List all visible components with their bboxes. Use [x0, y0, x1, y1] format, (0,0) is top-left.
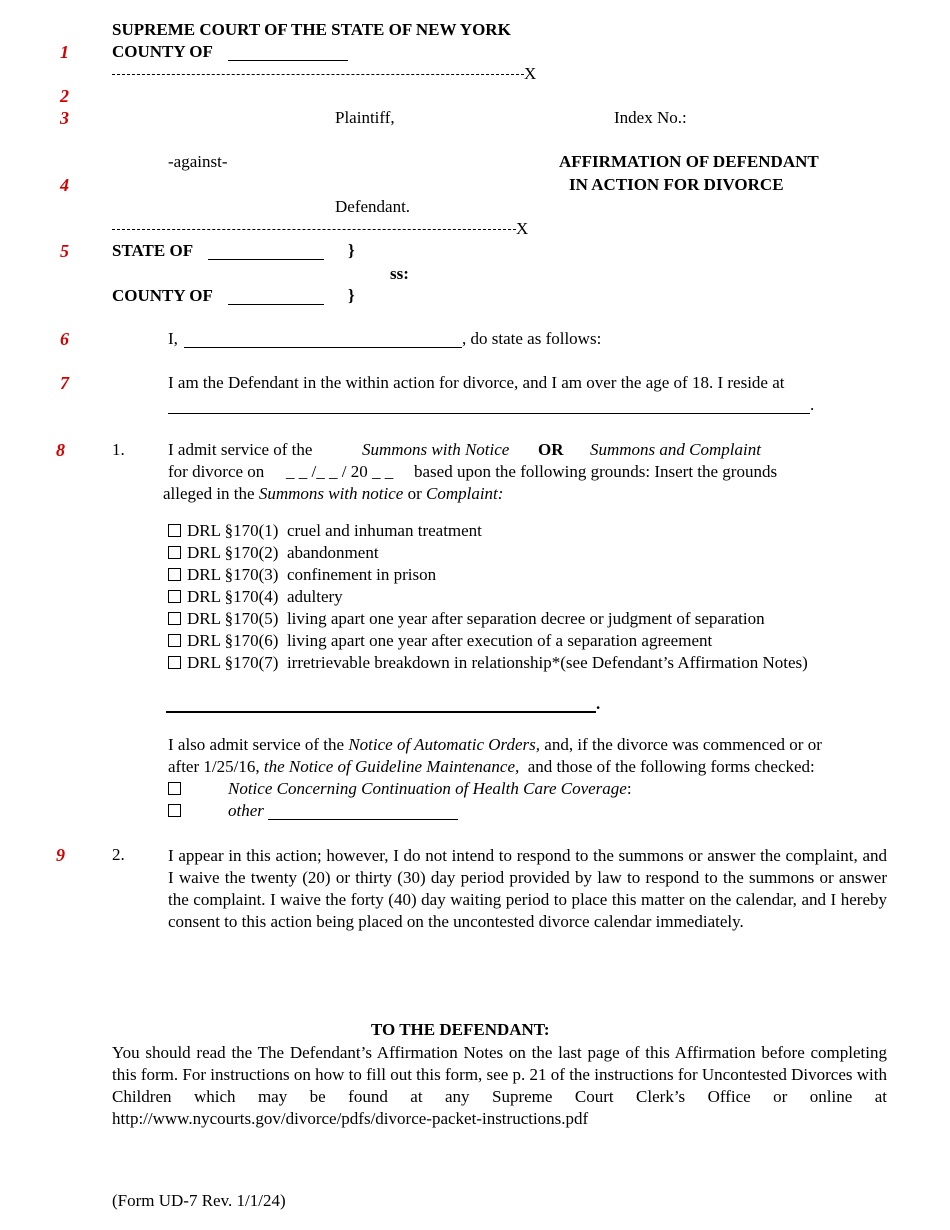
- margin-number-4: 4: [60, 175, 69, 195]
- form-other-label: other: [228, 801, 264, 820]
- against-label: -against-: [168, 152, 228, 171]
- item-2-number: 2.: [112, 845, 125, 864]
- ground-checkbox-4[interactable]: DRL §170(4) adultery: [168, 587, 343, 607]
- brace-top: }: [348, 241, 355, 260]
- summons-and-complaint-option[interactable]: Summons and Complaint: [590, 440, 761, 459]
- or-label: OR: [538, 440, 564, 459]
- service-date-field[interactable]: _ _ /_ _ / 20 _ _: [286, 462, 394, 481]
- margin-number-3: 3: [60, 108, 69, 128]
- margin-number-2: 2: [60, 86, 69, 106]
- brace-bottom: }: [348, 286, 355, 305]
- ground-checkbox-5[interactable]: DRL §170(5) living apart one year after separation decree or judgment of separation: [168, 609, 765, 629]
- item-2-text: I appear in this action; however, I do not intend to respond to the summons or answer the complaint, and I waive the twenty (20) or thirty (30) day period provided by law to respond to the summons or answer the complaint. I waive the forty (40) day waiting period to place this matter on the calendar, and I hereby consent to this action being placed on the uncontested divorce calendar immediately.: [168, 846, 887, 931]
- checkbox-icon[interactable]: [168, 634, 181, 647]
- form-id: (Form UD-7 Rev. 1/1/24): [112, 1191, 286, 1210]
- checkbox-icon[interactable]: [168, 568, 181, 581]
- ground-checkbox-6[interactable]: DRL §170(6) living apart one year after execution of a separation agreement: [168, 631, 712, 651]
- defendant-name-field[interactable]: [184, 331, 462, 348]
- grounds-instruction: based upon the following grounds: Insert the grounds: [414, 462, 778, 481]
- venue-county-label: COUNTY OF: [112, 286, 213, 305]
- address-field[interactable]: [168, 397, 810, 414]
- ground-checkbox-1[interactable]: DRL §170(1) cruel and inhuman treatment: [168, 521, 482, 541]
- county-label: COUNTY OF: [112, 42, 213, 61]
- grounds-detail-period: .: [596, 694, 601, 713]
- checkbox-icon[interactable]: [168, 524, 181, 537]
- ground-checkbox-3[interactable]: DRL §170(3) confinement in prison: [168, 565, 436, 585]
- for-divorce-label: for divorce on: [168, 462, 265, 481]
- plaintiff-label: Plaintiff,: [335, 108, 395, 127]
- reside-statement: I am the Defendant in the within action for divorce, and I am over the age of 18. I reside at: [168, 373, 785, 392]
- i-prefix: I,: [168, 329, 178, 348]
- form-other-checkbox[interactable]: [168, 801, 187, 821]
- checkbox-icon[interactable]: [168, 804, 181, 817]
- margin-number-8: 8: [56, 440, 65, 460]
- notice-heading: TO THE DEFENDANT:: [371, 1020, 550, 1039]
- checkbox-icon[interactable]: [168, 546, 181, 559]
- checkbox-icon[interactable]: [168, 612, 181, 625]
- caption-rule-bottom: X: [112, 219, 528, 239]
- checkbox-icon[interactable]: [168, 656, 181, 669]
- margin-number-7: 7: [60, 373, 69, 393]
- also-admit-line: I also admit service of the Notice of Automatic Orders, and, if the divorce was commenced or or: [168, 735, 822, 754]
- margin-number-1: 1: [60, 42, 69, 62]
- state-label: STATE OF: [112, 241, 194, 260]
- item-1-admit: I admit service of the: [168, 440, 313, 459]
- address-period: .: [810, 395, 815, 414]
- checkbox-icon[interactable]: [168, 590, 181, 603]
- form-health-care-label: Notice Concerning Continuation of Health Care Coverage:: [228, 779, 632, 798]
- county-field[interactable]: [228, 44, 348, 61]
- alleged-line: alleged in the Summons with notice or Complaint:: [163, 484, 504, 503]
- document-title-line1: AFFIRMATION OF DEFENDANT: [559, 152, 819, 171]
- checkbox-icon[interactable]: [168, 782, 181, 795]
- document-title-line2: IN ACTION FOR DIVORCE: [569, 175, 784, 194]
- ss-label: ss:: [390, 264, 409, 283]
- summons-with-notice-option[interactable]: Summons with Notice: [362, 440, 510, 459]
- form-health-care-checkbox[interactable]: [168, 779, 187, 799]
- defendant-label: Defendant.: [335, 197, 411, 216]
- grounds-detail-field[interactable]: [166, 695, 596, 713]
- margin-number-9: 9: [56, 845, 65, 865]
- notice-body: You should read the The Defendant’s Affirmation Notes on the last page of this Affirmation before completing this form. For instructions on how to fill out this form, see p. 21 of the instructions for Uncontested Divorces with Children which may be found at any Supreme Court Clerk’s Office or online at http://www.nycourts.gov/divorce/pdfs/divorce-packet-instructions.pdf: [112, 1043, 887, 1128]
- margin-number-5: 5: [60, 241, 69, 261]
- item-1-number: 1.: [112, 440, 125, 459]
- margin-number-6: 6: [60, 329, 69, 349]
- i-suffix: , do state as follows:: [462, 329, 602, 348]
- index-no-label: Index No.:: [614, 108, 687, 127]
- state-field[interactable]: [208, 243, 324, 260]
- court-name: SUPREME COURT OF THE STATE OF NEW YORK: [112, 20, 511, 39]
- ground-checkbox-2[interactable]: DRL §170(2) abandonment: [168, 543, 379, 563]
- caption-rule-top: X: [112, 64, 536, 84]
- ground-checkbox-7[interactable]: DRL §170(7) irretrievable breakdown in relationship*(see Defendant’s Affirmation Notes): [168, 653, 808, 673]
- venue-county-field[interactable]: [228, 288, 324, 305]
- form-other-field[interactable]: [268, 803, 458, 820]
- after-date-line: after 1/25/16, the Notice of Guideline Maintenance, and those of the following forms checked:: [168, 757, 815, 776]
